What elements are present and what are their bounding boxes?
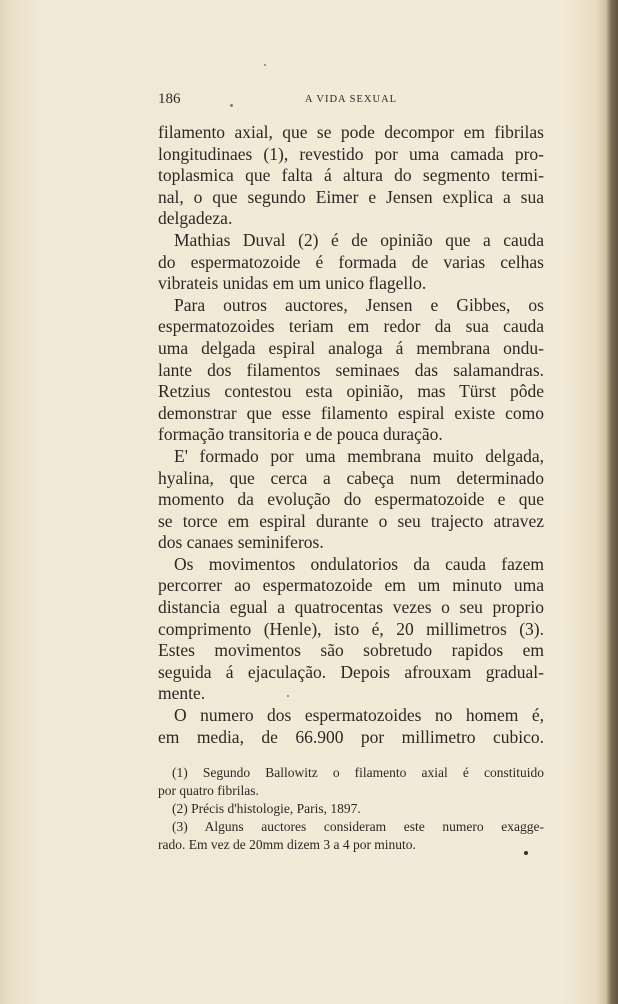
footnotes	[158, 764, 544, 854]
text-line: espermatozoides teriam em redor da sua cauda	[158, 316, 544, 337]
text-line: em media, de 66.900 por millimetro cubico.	[158, 726, 544, 747]
text-line: seguida á ejaculação. Depois afrouxam gradual-	[158, 661, 544, 682]
text-line: vibrateis unidas em um unico flagello.	[158, 273, 427, 294]
text-line: Retzius contestou esta opinião, mas Türst pôde	[158, 381, 544, 402]
text-line: O numero dos espermatozoides no homem é,	[174, 705, 544, 726]
text-line: dos canaes seminiferos.	[158, 532, 324, 553]
text-line: demonstrar que esse filamento espiral existe como	[158, 402, 544, 423]
running-head: A VIDA SEXUAL	[304, 94, 398, 105]
paper-spot	[287, 695, 289, 697]
text-line: se torce em espiral durante o seu trajecto atravez	[158, 510, 544, 531]
footnote-line: (1) Segundo Ballowitz o filamento axial é constituido	[172, 765, 544, 780]
body-text	[158, 122, 544, 748]
text-line: hyalina, que cerca a cabeça num determinado	[158, 467, 544, 488]
footnote-line: (3) Alguns auctores consideram este numero exagge-	[172, 819, 544, 834]
text-line: momento da evolução do espermatozoide e que	[158, 489, 544, 510]
text-line: percorrer ao espermatozoide em um minuto uma	[158, 575, 544, 596]
text-line: mente.	[158, 683, 206, 704]
footnote-line: por quatro fibrilas.	[158, 783, 259, 798]
page-header	[158, 91, 544, 111]
text-line: delgadeza.	[158, 208, 233, 229]
page-number: 186	[158, 91, 181, 107]
text-line: uma delgada espiral analoga á membrana ondu-	[158, 337, 544, 358]
text-line: nal, o que segundo Eimer e Jensen explica a sua	[158, 186, 544, 207]
text-line: longitudinaes (1), revestido por uma camada pro-	[158, 143, 544, 164]
text-line: Os movimentos ondulatorios da cauda fazem	[174, 553, 544, 574]
text-line: formação transitoria e de pouca duração.	[158, 424, 443, 445]
text-line: filamento axial, que se pode decompor em fibrilas	[158, 122, 544, 142]
text-line: do espermatozoide é formada de varias celhas	[158, 251, 544, 272]
text-line: Para outros auctores, Jensen e Gibbes, os	[174, 294, 544, 315]
paper-spot	[524, 851, 528, 855]
paper-spot	[264, 64, 266, 66]
text-line: Mathias Duval (2) é de opinião que a cauda	[174, 229, 544, 250]
text-line: lante dos filamentos seminaes das salamandras.	[158, 359, 544, 380]
footnote-line: rado. Em vez de 20mm dizem 3 a 4 por minuto.	[158, 837, 416, 852]
footnote-line: (2) Précis d'histologie, Paris, 1897.	[172, 801, 361, 816]
text-line: toplasmica que falta á altura do segmento termi-	[158, 165, 544, 186]
paper-spot	[230, 104, 233, 107]
text-line: comprimento (Henle), isto é, 20 millimetros (3).	[158, 618, 544, 639]
text-line: E' formado por uma membrana muito delgada,	[174, 445, 544, 466]
text-line: distancia egual a quatrocentas vezes o seu proprio	[158, 597, 544, 618]
text-line: Estes movimentos são sobretudo rapidos em	[158, 640, 544, 661]
